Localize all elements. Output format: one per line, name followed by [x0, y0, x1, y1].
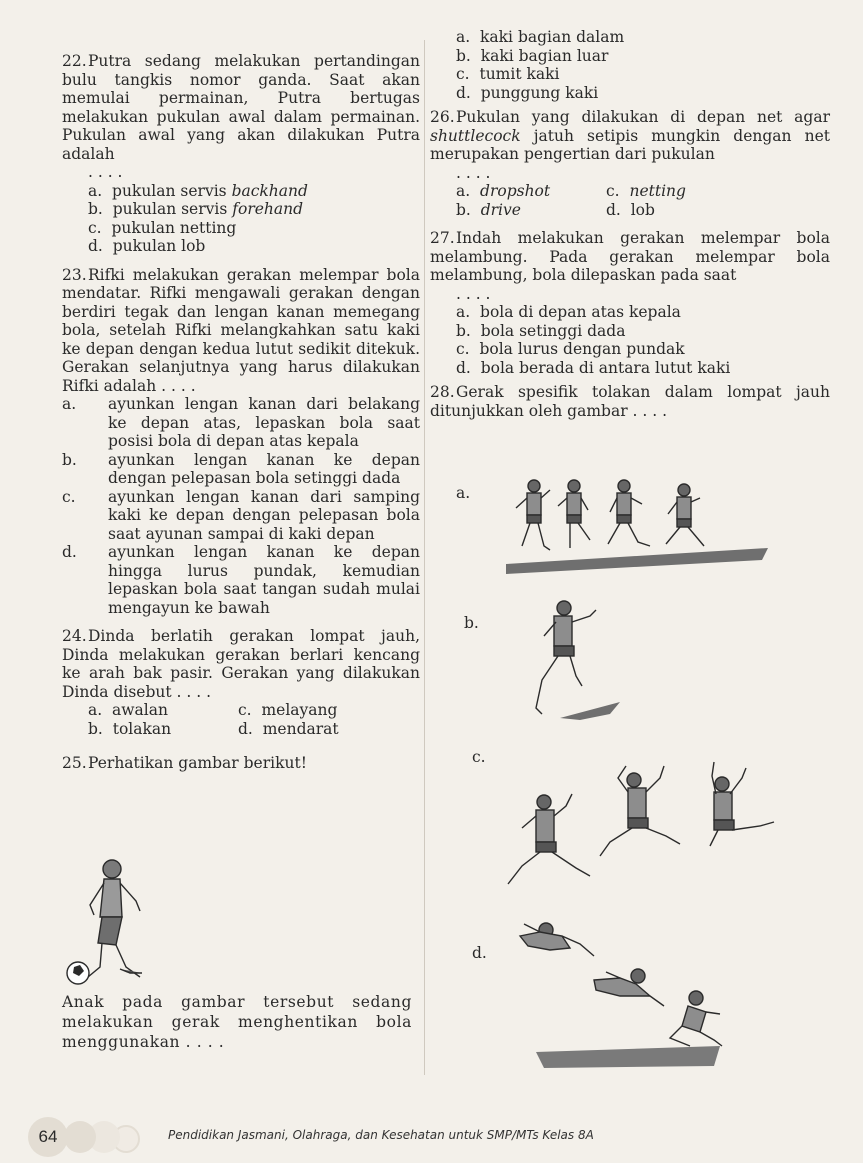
page-number: 64 — [28, 1117, 68, 1157]
option-text: melayang — [261, 701, 338, 719]
decor-circle — [64, 1121, 96, 1153]
option-text: pukulan netting — [111, 218, 237, 237]
question-dots: . . . . — [456, 284, 491, 303]
option-letter: c. — [456, 65, 470, 83]
option-letter: a. — [456, 182, 471, 200]
option-letter: c. — [88, 218, 102, 237]
option-text: bola lurus dengan pundak — [479, 340, 685, 358]
option-text: tolakan — [112, 719, 172, 738]
question-number: 25. — [62, 754, 87, 772]
question-number: 23. — [62, 265, 87, 284]
page-footer — [28, 1117, 848, 1157]
option-letter: c. — [62, 487, 76, 506]
question-number: 22. — [62, 52, 87, 70]
option-a — [62, 701, 238, 720]
long-jump-figure-c — [500, 756, 790, 896]
option-c — [430, 65, 830, 84]
option-c — [430, 340, 830, 359]
question-dots: . . . . — [456, 163, 491, 182]
question-25-caption: Anak pada gambar tersebut sedang melakukan gerak menghentikan bola menggunakan . . . . — [62, 993, 412, 1051]
option-c — [62, 488, 420, 544]
option-italic: backhand — [231, 181, 308, 200]
column-divider — [424, 40, 425, 1075]
option-letter: c. — [238, 701, 252, 719]
option-text: bola di depan atas kepala — [480, 303, 681, 321]
option-letter: d. — [606, 200, 621, 219]
right-column — [430, 28, 830, 420]
long-jump-figure-b — [520, 596, 630, 732]
figure-label-b: b. — [464, 614, 479, 632]
option-b — [430, 322, 830, 341]
option-text: pukulan servis — [112, 181, 232, 200]
question-text: Gerak spesifik tolakan dalam lompat jauh ditunjukkan oleh gambar . . . . — [430, 383, 830, 420]
question-22 — [62, 52, 420, 163]
option-letter: b. — [456, 200, 471, 219]
option-letter: d. — [456, 83, 471, 102]
option-b — [430, 47, 830, 66]
option-b — [430, 201, 606, 220]
question-text: Indah melakukan gerakan melempar bola melambung. Pada gerakan melempar bola melambung, bola dilepaskan pada saat — [430, 229, 830, 284]
option-b — [62, 451, 420, 488]
option-a — [62, 395, 420, 451]
option-letter: a. — [62, 395, 77, 413]
option-text: lob — [630, 200, 655, 219]
question-number: 27. — [430, 229, 455, 247]
option-a — [430, 28, 830, 47]
question-27 — [430, 229, 830, 285]
option-letter: d. — [62, 543, 77, 561]
options-row-1 — [62, 701, 420, 720]
option-letter: b. — [88, 200, 103, 218]
option-text: dropshot — [480, 182, 551, 200]
option-b — [62, 720, 238, 739]
option-letter: b. — [456, 46, 471, 65]
figure-label-d: d. — [472, 944, 487, 962]
question-23 — [62, 266, 420, 396]
option-letter: d. — [88, 237, 103, 255]
option-letter: d. — [238, 719, 253, 738]
option-d — [430, 359, 830, 378]
option-text: punggung kaki — [480, 83, 599, 102]
question-26 — [430, 108, 830, 164]
option-text: ayunkan lengan kanan dari belakang ke depan atas, lepaskan bola saat posisi bola di depan atas kepala — [108, 395, 420, 450]
question-number: 28. — [430, 383, 455, 401]
question-dots: . . . . — [88, 163, 123, 181]
question-italic: shuttlecock — [430, 126, 521, 145]
option-letter: c. — [606, 182, 620, 200]
options-row-2 — [430, 201, 830, 220]
question-text: Dinda berlatih gerakan lompat jauh, Dinda melakukan gerakan berlari kencang ke arah bak pasir. Gerakan yang dilakukan Dinda disebut . . . . — [62, 627, 420, 701]
figure-label-a: a. — [456, 484, 471, 502]
option-text: pukulan servis — [112, 200, 233, 218]
figure-label-c: c. — [472, 748, 486, 766]
long-jump-figure-a — [500, 476, 770, 576]
option-c — [62, 219, 420, 238]
option-letter: b. — [62, 450, 77, 469]
question-text: Rifki melakukan gerakan melempar bola mendatar. Rifki mengawali gerakan dengan berdiri tegak dan lengan kanan memegang bola, setelah Rifki melangkahkan satu kaki ke depan dengan kedua lutut sedikit ditekuk. Gerakan selanjutnya yang harus dilakukan Rifki adalah . . . . — [62, 265, 420, 395]
option-b — [62, 200, 420, 219]
long-jump-figure-d — [510, 916, 730, 1076]
soccer-trap-illustration — [60, 855, 170, 995]
question-25 — [62, 754, 420, 773]
option-a — [62, 182, 420, 201]
option-d — [606, 201, 655, 220]
options-row-1 — [430, 182, 830, 201]
option-text: ayunkan lengan kanan ke depan hingga lurus pundak, kemudian lepaskan bola saat tangan sudah mulai mengayun ke bawah — [108, 543, 420, 617]
option-letter: d. — [456, 358, 471, 377]
option-text: tumit kaki — [479, 65, 560, 83]
option-c — [606, 182, 686, 201]
question-text: Pukulan yang dilakukan di depan net agar — [456, 108, 830, 126]
option-text: ayunkan lengan kanan ke depan dengan pelepasan bola setinggi dada — [108, 450, 420, 487]
option-letter: a. — [88, 181, 103, 200]
option-a — [430, 182, 606, 201]
option-text: ayunkan lengan kanan dari samping kaki ke depan dengan pelepasan bola saat ayunan sampai di kaki depan — [108, 487, 420, 543]
book-title: Pendidikan Jasmani, Olahraga, dan Kesehatan untuk SMP/MTs Kelas 8A — [168, 1128, 594, 1142]
question-text: jatuh setipis mungkin dengan net merupakan pengertian dari pukulan — [430, 126, 830, 163]
question-text: Perhatikan gambar berikut! — [88, 754, 307, 772]
option-letter: b. — [456, 321, 471, 340]
option-text: kaki bagian luar — [480, 46, 609, 65]
option-text: mendarat — [262, 719, 339, 738]
question-28 — [430, 383, 830, 420]
option-d — [430, 84, 830, 103]
option-letter: a. — [456, 303, 471, 321]
option-c — [238, 701, 337, 720]
option-letter: b. — [88, 719, 103, 738]
option-text: drive — [480, 200, 521, 219]
option-italic: forehand — [232, 200, 304, 218]
option-letter: a. — [456, 28, 471, 46]
option-d — [62, 237, 420, 256]
option-a — [430, 303, 830, 322]
option-text: kaki bagian dalam — [480, 28, 625, 46]
option-text: bola setinggi dada — [480, 321, 626, 340]
option-d — [62, 543, 420, 617]
question-24 — [62, 627, 420, 701]
option-d — [238, 720, 339, 739]
option-letter: c. — [456, 340, 470, 358]
question-number: 26. — [430, 108, 455, 126]
question-text: Putra sedang melakukan pertandingan bulu tangkis nomor ganda. Saat akan memulai permainan, Putra bertugas melakukan pukulan awal dalam permainan. Pukulan awal yang akan dilakukan Putra adalah — [62, 52, 420, 163]
option-text: netting — [629, 182, 686, 200]
options-row-2 — [62, 720, 420, 739]
option-letter: a. — [88, 701, 103, 719]
left-column — [62, 52, 420, 773]
option-text: bola berada di antara lutut kaki — [480, 358, 731, 377]
option-text: pukulan lob — [112, 237, 206, 255]
question-number: 24. — [62, 627, 87, 645]
option-text: awalan — [112, 701, 168, 719]
